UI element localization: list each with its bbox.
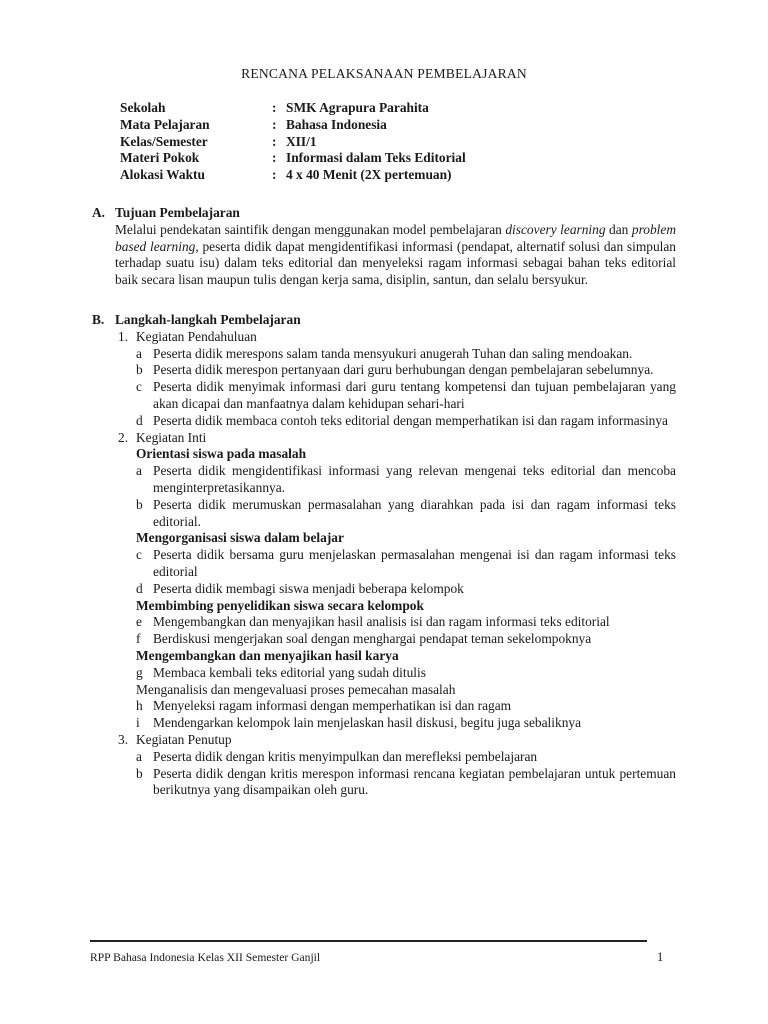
item-text: Menyeleksi ragam informasi dengan memperhatikan isi dan ragam <box>153 698 512 714</box>
item-letter: f <box>136 631 141 647</box>
info-label: Alokasi Waktu <box>120 167 205 183</box>
list-item <box>136 497 676 531</box>
step-number: 2. <box>118 429 129 445</box>
page-number: 1 <box>657 950 664 964</box>
step-label: Kegiatan Penutup <box>136 731 232 747</box>
section-letter: B. <box>92 312 105 327</box>
list-item <box>136 463 676 497</box>
list-item <box>136 631 676 648</box>
info-table <box>120 100 466 184</box>
info-label: Mata Pelajaran <box>120 116 210 132</box>
emphasis-text: problem based learning <box>115 221 677 254</box>
list-item <box>136 413 676 430</box>
list-item <box>136 379 676 413</box>
item-text: Membaca kembali teks editorial yang sudah ditulis <box>153 664 426 680</box>
info-colon: : <box>272 150 277 166</box>
item-letter: b <box>136 496 143 512</box>
list-item <box>136 698 676 715</box>
info-value: SMK Agrapura Parahita <box>286 100 429 115</box>
item-text: Peserta didik membagi siswa menjadi beberapa kelompok <box>153 580 464 596</box>
section-title: Tujuan Pembelajaran <box>115 205 240 220</box>
item-text: Peserta didik merespons salam tanda mensyukuri anugerah Tuhan dan saling mendoakan. <box>153 345 633 361</box>
item-text: Mendengarkan kelompok lain menjelaskan hasil diskusi, begitu juga sebaliknya <box>153 715 582 731</box>
item-text: Peserta didik dengan kritis merespon informasi rencana kegiatan pembelajaran untuk pertemuan berikutnya yang disampaikan oleh guru. <box>153 765 676 798</box>
item-text: Peserta didik merespon pertanyaan dari guru berhubungan dengan pembelajaran sebelumnya. <box>153 362 654 378</box>
section-letter: A. <box>92 205 106 220</box>
item-letter: d <box>136 580 143 596</box>
list-item <box>136 547 676 581</box>
step-heading <box>118 732 676 749</box>
info-row-time <box>120 167 466 184</box>
section-steps <box>92 312 676 799</box>
paragraph-text: dan <box>605 221 632 237</box>
step-items <box>136 446 676 732</box>
step-label: Kegiatan Pendahuluan <box>136 328 257 344</box>
item-text: Peserta didik merumuskan permasalahan yang diarahkan pada isi dan ragam informasi teks editorial. <box>153 496 676 529</box>
item-letter: a <box>136 345 142 361</box>
list-item <box>136 362 676 379</box>
section-heading <box>92 205 676 222</box>
item-letter: g <box>136 664 143 680</box>
section-objectives <box>92 205 676 289</box>
info-value: XII/1 <box>286 133 317 149</box>
info-label: Sekolah <box>120 100 166 115</box>
step-heading <box>118 430 676 447</box>
info-colon: : <box>272 100 277 115</box>
item-letter: c <box>136 547 142 563</box>
group-title: Menganalisis dan mengevaluasi proses pemecahan masalah <box>136 681 456 697</box>
info-row-school <box>120 100 466 117</box>
item-letter: e <box>136 614 142 630</box>
step-number: 1. <box>118 328 129 344</box>
item-text: Peserta didik bersama guru menjelaskan permasalahan mengenai isi dan ragam informasi teks editorial <box>153 547 676 579</box>
item-letter: c <box>136 379 142 395</box>
step-items <box>136 346 676 430</box>
list-item <box>136 749 676 766</box>
item-text: Peserta didik dengan kritis menyimpulkan dan merefleksi pembelajaran <box>153 748 538 764</box>
footer-text: RPP Bahasa Indonesia Kelas XII Semester Ganjil <box>90 951 321 964</box>
paragraph-text: Melalui pendekatan saintifik dengan menggunakan model pembelajaran <box>115 221 506 237</box>
list-item <box>136 665 676 682</box>
item-letter: i <box>136 715 140 731</box>
group-title: Mengembangkan dan menyajikan hasil karya <box>136 647 399 663</box>
document-title: RENCANA PELAKSANAAN PEMBELAJARAN <box>241 66 527 81</box>
group-title: Orientasi siswa pada masalah <box>136 446 307 462</box>
item-letter: b <box>136 765 143 781</box>
item-text: Peserta didik menyimak informasi dari guru tentang kompetensi dan tujuan pembelajaran yang akan dicapai dan manfaatnya dalam kehidupan sehari-hari <box>153 379 676 411</box>
info-colon: : <box>272 167 277 183</box>
item-letter: d <box>136 412 143 428</box>
item-letter: a <box>136 748 142 764</box>
info-label: Kelas/Semester <box>120 133 208 149</box>
section-heading <box>92 312 676 329</box>
info-label: Materi Pokok <box>120 150 200 166</box>
list-item <box>136 581 676 598</box>
item-letter: h <box>136 698 143 714</box>
emphasis-text: discovery learning <box>505 221 606 237</box>
info-value: Informasi dalam Teks Editorial <box>286 150 466 166</box>
item-letter: a <box>136 463 142 479</box>
list-item <box>136 346 676 363</box>
step-label: Kegiatan Inti <box>136 429 207 445</box>
info-row-class <box>120 134 466 151</box>
step-number: 3. <box>118 731 129 747</box>
group-title: Mengorganisasi siswa dalam belajar <box>136 530 344 546</box>
list-item <box>136 766 676 800</box>
info-row-topic <box>120 150 466 167</box>
item-text: Peserta didik membaca contoh teks editorial dengan memperhatikan isi dan ragam informasinya <box>153 412 669 428</box>
footer-divider <box>90 940 647 942</box>
section-title: Langkah-langkah Pembelajaran <box>115 312 301 327</box>
paragraph-text: , peserta didik dapat mengidentifikasi informasi (pendapat, alternatif solusi dan simpulan terhadap suatu isu) dalam teks editorial dan menyeleksi ragam informasi sebagai bahan teks editorial baik secara lisan maupun tulis dengan kerja sama, disiplin, santun, dan selalu bersyukur. <box>115 238 676 288</box>
info-value: 4 x 40 Menit (2X pertemuan) <box>286 167 452 183</box>
item-text: Mengembangkan dan menyajikan hasil analisis isi dan ragam informasi teks editorial <box>153 614 610 630</box>
info-row-subject <box>120 117 466 134</box>
list-item <box>136 614 676 631</box>
steps-list <box>118 329 676 799</box>
step-heading <box>118 329 676 346</box>
item-letter: b <box>136 362 143 378</box>
info-colon: : <box>272 116 277 132</box>
group-title: Membimbing penyelidikan siswa secara kelompok <box>136 597 424 613</box>
objectives-paragraph <box>115 222 676 289</box>
info-colon: : <box>272 133 277 149</box>
step-items <box>136 749 676 799</box>
list-item <box>136 715 676 732</box>
item-text: Peserta didik mengidentifikasi informasi yang relevan mengenai teks editorial dan mencoba menginterpretasikannya. <box>153 463 676 495</box>
info-value: Bahasa Indonesia <box>286 116 387 132</box>
item-text: Berdiskusi mengerjakan soal dengan menghargai pendapat teman sekelompoknya <box>153 631 592 647</box>
